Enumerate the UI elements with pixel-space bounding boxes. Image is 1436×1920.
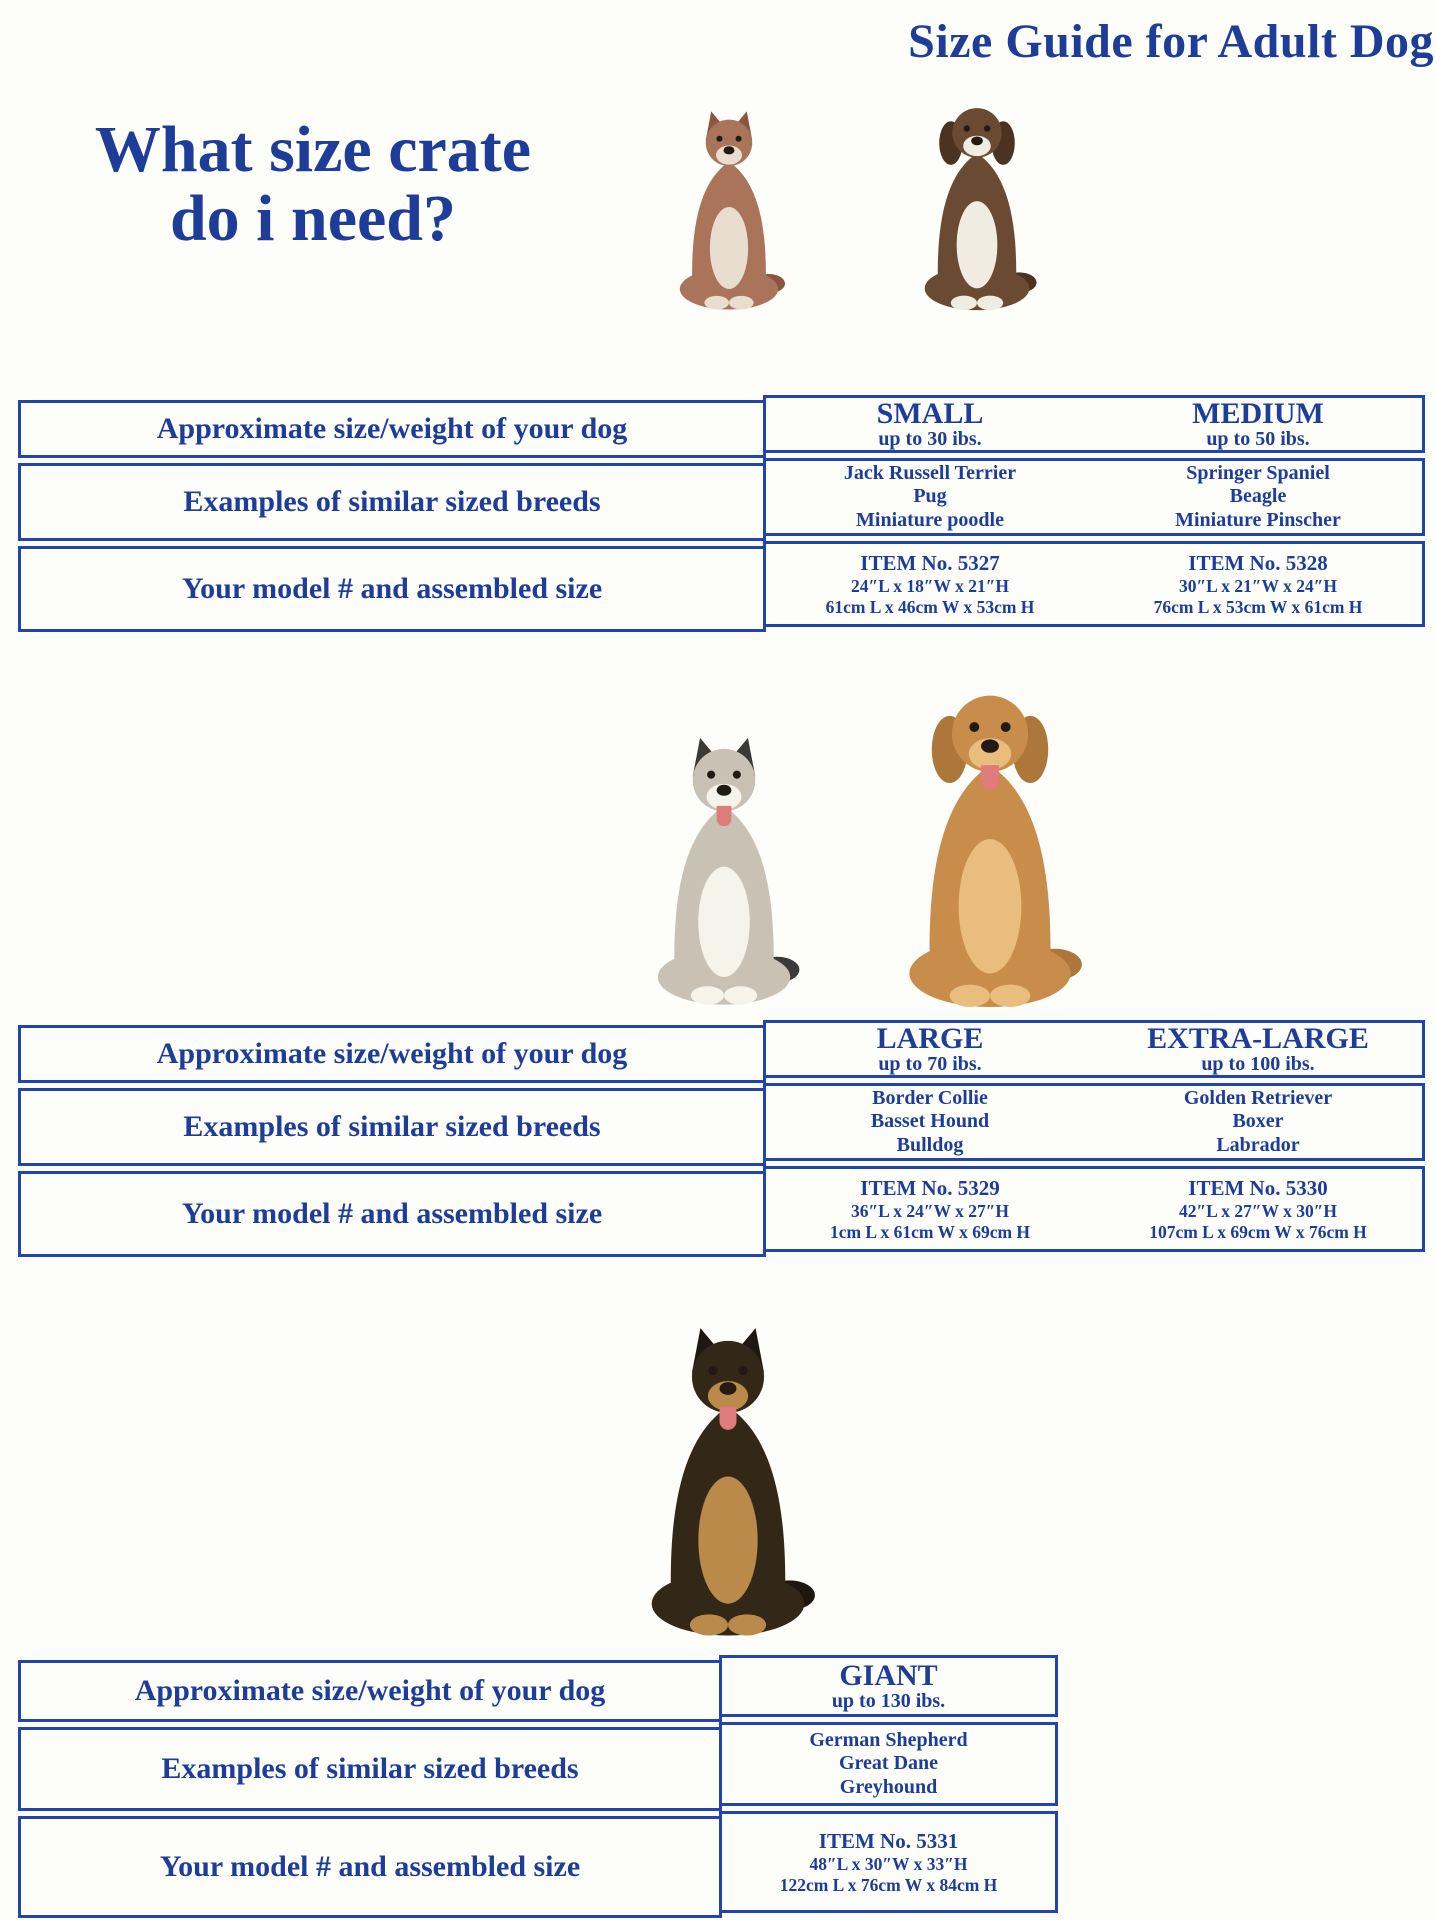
dims-cm: 1cm L x 61cm W x 69cm H: [829, 1222, 1031, 1243]
breed-line: Great Dane: [838, 1752, 939, 1775]
column-giant: [722, 1658, 1055, 1714]
row-label-size-weight: Approximate size/weight of your dog: [18, 400, 766, 458]
breed-line: Springer Spaniel: [1186, 461, 1330, 484]
table-row: [18, 1171, 1425, 1257]
main-heading-line2: do i need?: [169, 181, 457, 255]
breed-line: Greyhound: [839, 1775, 938, 1798]
row-label-breeds: Examples of similar sized breeds: [18, 1088, 766, 1166]
row-label-model: Your model # and assembled size: [18, 1171, 766, 1257]
dims-cm: 122cm L x 76cm W x 84cm H: [779, 1875, 998, 1896]
dims-cm: 107cm L x 69cm W x 76cm H: [1149, 1222, 1367, 1243]
breed-line: Bulldog: [896, 1133, 964, 1156]
pit-bull-puppy-image: [648, 110, 810, 315]
dims-inches: 42″L x 27″W x 30″H: [1179, 1201, 1337, 1222]
table-row: [18, 1816, 1058, 1918]
breed-line: Golden Retriever: [1183, 1086, 1333, 1109]
row-label-model: Your model # and assembled size: [18, 546, 766, 632]
size-name-extra-large: EXTRA-LARGE: [1147, 1021, 1369, 1055]
model-medium: [1094, 544, 1422, 624]
breed-line: Border Collie: [872, 1086, 988, 1109]
page-title: Size Guide for Adult Dog: [908, 15, 1434, 68]
dims-inches: 36″L x 24″W x 27″H: [851, 1201, 1009, 1222]
size-name-giant: GIANT: [839, 1658, 938, 1692]
size-table-giant: [18, 1660, 1058, 1920]
table-row: [18, 1660, 1058, 1722]
breeds-data-cell: [763, 1083, 1425, 1161]
table-row: [18, 463, 1425, 541]
breed-line: Beagle: [1229, 485, 1287, 508]
breeds-large: [766, 1086, 1094, 1158]
breed-line: Miniature poodle: [856, 508, 1004, 531]
row-label-size-weight: Approximate size/weight of your dog: [18, 1025, 766, 1083]
size-weight-data-cell: [763, 395, 1425, 453]
breeds-data-cell: [719, 1722, 1058, 1806]
model-extra-large: [1094, 1169, 1422, 1249]
size-table-small-medium: [18, 396, 1425, 637]
weight-extra-large: up to 100 ibs.: [1201, 1052, 1315, 1075]
breed-line: Jack Russell Terrier: [843, 461, 1017, 484]
pit-bull-puppy-illustration: [648, 110, 810, 315]
table-row: [18, 546, 1425, 632]
dims-cm: 76cm L x 53cm W x 61cm H: [1153, 597, 1363, 618]
breed-line: Miniature Pinscher: [1175, 508, 1341, 531]
springer-spaniel-image: [876, 98, 1078, 316]
column-large: [766, 1023, 1094, 1075]
row-label-size-weight: Approximate size/weight of your dog: [18, 1660, 722, 1722]
breed-line: German Shepherd: [809, 1728, 968, 1751]
main-heading-line1: What size crate: [94, 113, 532, 186]
column-medium: [1094, 398, 1422, 450]
item-number: ITEM No. 5328: [1188, 550, 1328, 575]
size-name-small: SMALL: [876, 396, 984, 430]
size-weight-data-cell: [719, 1655, 1058, 1717]
weight-medium: up to 50 ibs.: [1206, 427, 1310, 450]
model-small: [766, 544, 1094, 624]
column-small: [766, 398, 1094, 450]
breeds-extra-large: [1094, 1086, 1422, 1158]
table-row: [18, 396, 1425, 458]
column-extra-large: [1094, 1023, 1422, 1075]
dims-inches: 48″L x 30″W x 33″H: [809, 1854, 968, 1875]
item-number: ITEM No. 5331: [818, 1828, 959, 1853]
model-large: [766, 1169, 1094, 1249]
breed-line: Pug: [913, 485, 947, 508]
main-heading: [48, 113, 578, 255]
model-data-cell: [763, 1166, 1425, 1252]
dims-cm: 61cm L x 46cm W x 53cm H: [825, 597, 1035, 618]
springer-spaniel-illustration: [876, 98, 1078, 316]
model-data-cell: [763, 541, 1425, 627]
breed-line: Boxer: [1232, 1110, 1284, 1133]
table-row: [18, 1088, 1425, 1166]
breed-line: Labrador: [1216, 1133, 1300, 1156]
weight-small: up to 30 ibs.: [878, 427, 982, 450]
item-number: ITEM No. 5330: [1188, 1175, 1328, 1200]
weight-large: up to 70 ibs.: [878, 1052, 982, 1075]
size-weight-data-cell: [763, 1020, 1425, 1078]
breeds-giant: [722, 1725, 1055, 1803]
dims-inches: 30″L x 21″W x 24″H: [1179, 576, 1337, 597]
model-giant: [722, 1814, 1055, 1910]
breeds-small: [766, 461, 1094, 533]
model-data-cell: [719, 1811, 1058, 1913]
table-row: [18, 1021, 1425, 1083]
dims-inches: 24″L x 18″W x 21″H: [851, 576, 1009, 597]
item-number: ITEM No. 5329: [860, 1175, 1000, 1200]
breed-line: Basset Hound: [870, 1110, 990, 1133]
breeds-medium: [1094, 461, 1422, 533]
row-label-model: Your model # and assembled size: [18, 1816, 722, 1918]
breeds-data-cell: [763, 458, 1425, 536]
row-label-breeds: Examples of similar sized breeds: [18, 463, 766, 541]
table-row: [18, 1727, 1058, 1811]
size-table-large-xlarge: [18, 1021, 1425, 1262]
weight-giant: up to 130 ibs.: [831, 1689, 946, 1712]
size-name-large: LARGE: [876, 1021, 984, 1055]
row-label-breeds: Examples of similar sized breeds: [18, 1727, 722, 1811]
size-name-medium: MEDIUM: [1192, 396, 1324, 430]
item-number: ITEM No. 5327: [860, 550, 1000, 575]
